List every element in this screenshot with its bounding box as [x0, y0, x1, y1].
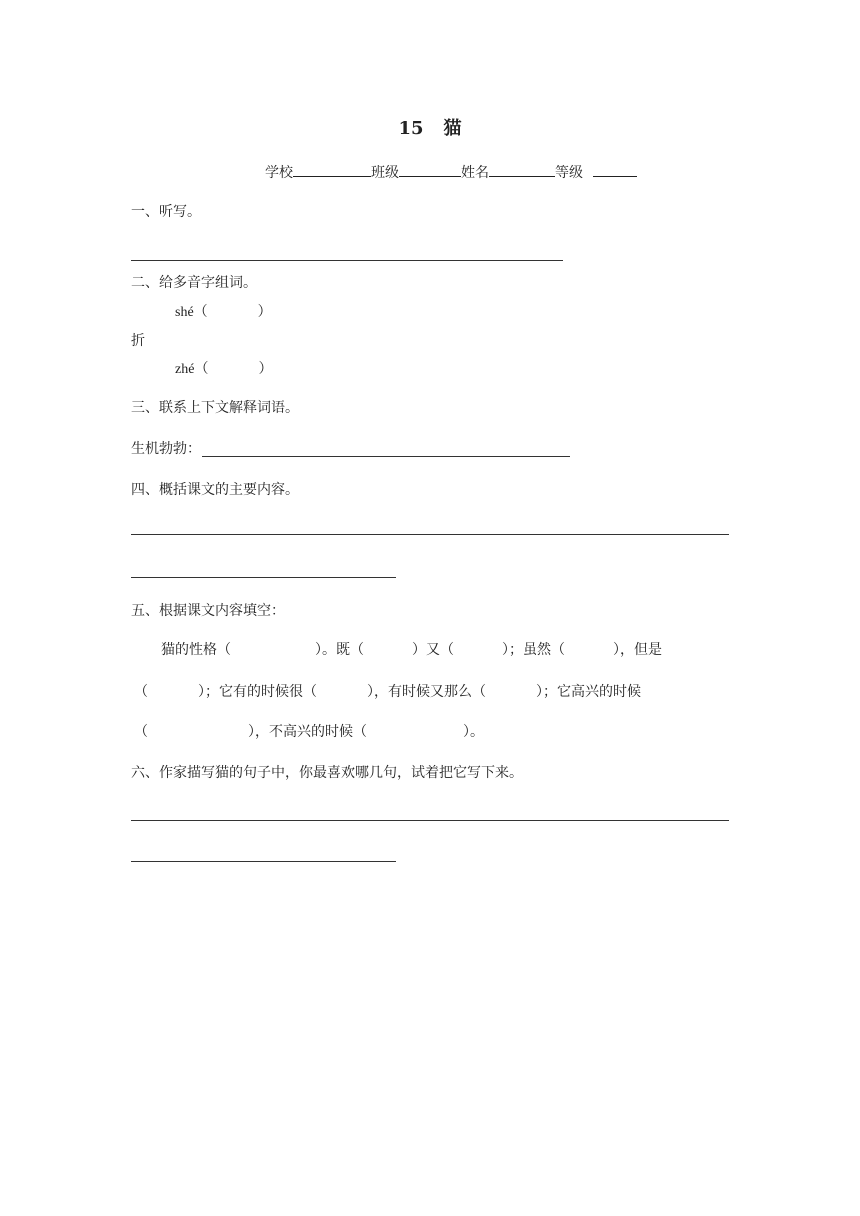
- q5-heading: 五、根据课文内容填空：: [131, 603, 285, 619]
- q3-term: 生机勃勃：: [131, 441, 201, 457]
- q6-answer-line-1[interactable]: [131, 820, 729, 821]
- school-blank[interactable]: [293, 164, 371, 177]
- lesson-number: 15: [398, 118, 424, 139]
- grade-blank[interactable]: [593, 164, 637, 177]
- q1-answer-line[interactable]: [131, 260, 563, 261]
- page-title: [0, 120, 860, 138]
- q4-answer-line-2[interactable]: [131, 577, 396, 578]
- q5-fill-line-3: （ ），不高兴的时候（ ）。: [134, 724, 484, 740]
- q2-polyphone-char: 折: [131, 333, 145, 349]
- name-label: 姓名: [461, 165, 489, 181]
- q6-heading: 六、作家描写猫的句子中，你最喜欢哪几句，试着把它写下来。: [131, 765, 523, 781]
- q1-heading: 一、听写。: [131, 204, 201, 220]
- pinyin-she: shé: [175, 305, 194, 320]
- class-blank[interactable]: [399, 164, 461, 177]
- grade-label: 等级: [555, 165, 583, 181]
- lesson-title: 猫: [443, 118, 462, 139]
- q6-answer-line-2[interactable]: [131, 861, 396, 862]
- q3-answer-line[interactable]: [202, 456, 570, 457]
- q4-heading: 四、概括课文的主要内容。: [131, 482, 299, 498]
- class-label: 班级: [371, 165, 399, 181]
- name-blank[interactable]: [489, 164, 555, 177]
- q4-answer-line-1[interactable]: [131, 534, 729, 535]
- q2-heading: 二、给多音字组词。: [131, 275, 257, 291]
- q5-fill-line-2: （ ）；它有的时候很（ ），有时候又那么（ ）；它高兴的时候: [134, 684, 641, 700]
- q3-heading: 三、联系上下文解释词语。: [131, 400, 299, 416]
- pinyin-zhe: zhé: [175, 362, 195, 377]
- school-label: 学校: [265, 165, 293, 181]
- q2-reading-she: shé（ ）: [175, 304, 272, 320]
- q5-fill-line-1: 猫的性格（ ）。既（ ）又（ ）；虽然（ ），但是: [161, 642, 662, 658]
- student-info-line: [265, 164, 637, 180]
- q2-reading-zhe: zhé（ ）: [175, 361, 273, 377]
